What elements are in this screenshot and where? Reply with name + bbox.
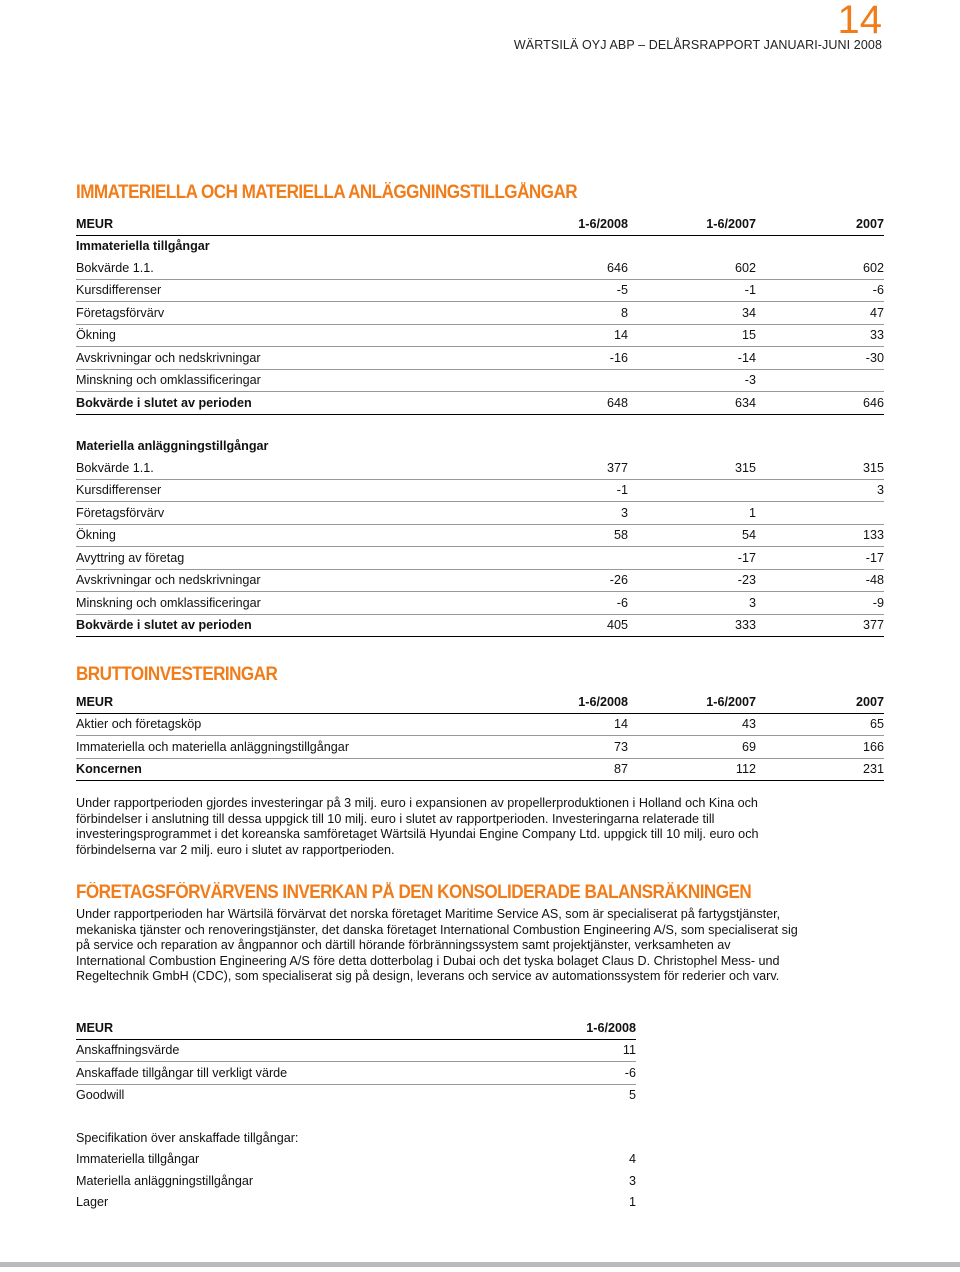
row-value: -26 bbox=[506, 569, 628, 592]
row-value: 14 bbox=[506, 324, 628, 347]
row-value: -48 bbox=[756, 569, 884, 592]
spec-title: Specifikation över anskaffade tillgångar: bbox=[76, 1130, 299, 1145]
row-value: 65 bbox=[756, 713, 884, 736]
group-title-row bbox=[76, 436, 884, 458]
acquisition-table bbox=[76, 1017, 636, 1213]
table-row bbox=[76, 369, 884, 392]
paragraph-line: mekaniska tjänster och renoveringstjänster, det danska företaget International Combustion Engineering A/S, som specialiserat sig bbox=[76, 922, 798, 937]
table-row bbox=[76, 479, 884, 502]
total-cell: 634 bbox=[628, 392, 756, 415]
row-value: 73 bbox=[506, 736, 628, 759]
group-title: Materiella anläggningstillgångar bbox=[76, 439, 269, 454]
table-row bbox=[76, 1062, 636, 1085]
row-value bbox=[506, 369, 628, 392]
row-value: 8 bbox=[506, 302, 628, 325]
table-row bbox=[76, 347, 884, 370]
row-label: Lager bbox=[76, 1195, 109, 1210]
row-value bbox=[756, 502, 884, 525]
total-cell: 377 bbox=[756, 614, 884, 637]
row-value: -6 bbox=[756, 279, 884, 302]
header-cell: 1-6/2008 bbox=[506, 1017, 636, 1039]
row-value: 315 bbox=[628, 457, 756, 479]
header-cell: 1-6/2008 bbox=[506, 691, 628, 713]
paragraph-line: på service och reparation av ångpannor och därtill hörande förbränningssystem samt projektjänster, verksamheten av bbox=[76, 938, 731, 953]
row-value: 1 bbox=[628, 502, 756, 525]
table-header-row bbox=[76, 691, 884, 713]
row-value: 3 bbox=[756, 479, 884, 502]
row-value: 133 bbox=[756, 524, 884, 547]
row-value: 602 bbox=[628, 257, 756, 279]
paragraph-line: Under rapportperioden gjordes investeringar på 3 milj. euro i expansionen av propellerproduktionen i Holland och Kina och bbox=[76, 796, 758, 810]
paragraph-line: Under rapportperioden har Wärtsilä förvärvat det norska företaget Maritime Service AS, som är specialiserat på fartygstjänster, bbox=[76, 907, 781, 921]
row-value: 58 bbox=[506, 524, 628, 547]
header-cell: 1-6/2008 bbox=[506, 213, 628, 235]
row-label: Minskning och omklassificeringar bbox=[76, 369, 506, 392]
row-label: Avskrivningar och nedskrivningar bbox=[76, 347, 506, 370]
row-value: -30 bbox=[756, 347, 884, 370]
row-label: Företagsförvärv bbox=[76, 302, 506, 325]
row-value: -1 bbox=[628, 279, 756, 302]
header-cell: 1-6/2007 bbox=[628, 213, 756, 235]
footer-bar bbox=[0, 1262, 960, 1267]
row-label: Avskrivningar och nedskrivningar bbox=[76, 569, 506, 592]
investments-paragraph bbox=[76, 796, 846, 858]
row-label: Anskaffningsvärde bbox=[76, 1039, 506, 1062]
row-label: Anskaffade tillgångar till verkligt värde bbox=[76, 1062, 506, 1085]
row-label: Minskning och omklassificeringar bbox=[76, 592, 506, 615]
row-label: Ökning bbox=[76, 524, 506, 547]
row-label: Aktier och företagsköp bbox=[76, 713, 506, 736]
paragraph-line: Regeltechnik GmbH (CDC), som specialiserat sig på design, leverans och service av automationssystem för rederier och varv. bbox=[76, 969, 780, 984]
row-value: -23 bbox=[628, 569, 756, 592]
row-value: -1 bbox=[506, 479, 628, 502]
row-value: 54 bbox=[628, 524, 756, 547]
row-label: Företagsförvärv bbox=[76, 502, 506, 525]
acquisitions-paragraph bbox=[76, 907, 846, 985]
table-row bbox=[76, 1192, 636, 1214]
goodwill-row bbox=[76, 1084, 636, 1106]
table-row bbox=[76, 713, 884, 736]
table-header-row bbox=[76, 1017, 636, 1039]
row-label: Bokvärde 1.1. bbox=[76, 457, 506, 479]
investments-table bbox=[76, 691, 884, 781]
total-cell: 646 bbox=[756, 392, 884, 415]
row-value: 3 bbox=[628, 1173, 636, 1188]
total-cell: 648 bbox=[506, 392, 628, 415]
total-cell: 405 bbox=[506, 614, 628, 637]
header-cell: 1-6/2007 bbox=[628, 691, 756, 713]
table-row bbox=[76, 1039, 636, 1062]
group-title: Immateriella tillgångar bbox=[76, 239, 210, 254]
table-row bbox=[76, 457, 884, 479]
table-row bbox=[76, 524, 884, 547]
total-cell: 333 bbox=[628, 614, 756, 637]
table-row bbox=[76, 736, 884, 759]
row-value: 166 bbox=[756, 736, 884, 759]
row-label: Bokvärde 1.1. bbox=[76, 257, 506, 279]
row-value: 1 bbox=[628, 1195, 636, 1210]
table-row bbox=[76, 257, 884, 279]
row-label: Kursdifferenser bbox=[76, 479, 506, 502]
assets-table bbox=[76, 213, 884, 637]
total-row bbox=[76, 758, 884, 781]
row-value: 14 bbox=[506, 713, 628, 736]
paragraph-line: investeringsprogrammet i det koreanska samföretaget Wärtsilä Hyundai Engine Company Ltd. uppgick till 10 milj. euro och bbox=[76, 827, 759, 842]
header-cell: MEUR bbox=[76, 213, 506, 235]
row-label: Immateriella och materiella anläggningstillgångar bbox=[76, 736, 506, 759]
row-value: -16 bbox=[506, 347, 628, 370]
row-value: -5 bbox=[506, 279, 628, 302]
row-value: 43 bbox=[628, 713, 756, 736]
row-label: Ökning bbox=[76, 324, 506, 347]
goodwill-label: Goodwill bbox=[76, 1088, 125, 1103]
goodwill-value: 5 bbox=[628, 1088, 636, 1103]
paragraph-line: förbindelser i anslutning till dessa uppgick till 10 milj. euro i slutet av rapportperioden. Investeringarna relaterade till bbox=[76, 811, 715, 826]
header-cell: MEUR bbox=[76, 691, 506, 713]
table-row bbox=[76, 1170, 636, 1192]
table-row bbox=[76, 502, 884, 525]
table-row bbox=[76, 302, 884, 325]
report-header: WÄRTSILÄ OYJ ABP – DELÅRSRAPPORT JANUARI-JUNI 2008 bbox=[513, 38, 882, 52]
total-cell: 87 bbox=[506, 758, 628, 781]
total-label: Koncernen bbox=[76, 758, 506, 781]
page-number: 14 bbox=[837, 0, 882, 42]
total-label: Bokvärde i slutet av perioden bbox=[76, 614, 506, 637]
group-title-row bbox=[76, 235, 884, 257]
row-value: -14 bbox=[628, 347, 756, 370]
row-value: -17 bbox=[628, 547, 756, 570]
section-title-investments: BRUTTOINVESTERINGAR bbox=[76, 664, 278, 685]
total-cell: 112 bbox=[628, 758, 756, 781]
row-value bbox=[756, 369, 884, 392]
row-value: -9 bbox=[756, 592, 884, 615]
row-value: -6 bbox=[506, 592, 628, 615]
table-row bbox=[76, 324, 884, 347]
header-cell: 2007 bbox=[756, 691, 884, 713]
row-value: 34 bbox=[628, 302, 756, 325]
row-value: -6 bbox=[506, 1062, 636, 1085]
row-value: 3 bbox=[506, 502, 628, 525]
row-value: 602 bbox=[756, 257, 884, 279]
paragraph-line: International Combustion Engineering A/S före detta dotterbolag i Dubai och det tyska bolaget Claus D. Christophel Mess- und bbox=[76, 953, 780, 968]
section-title-assets: IMMATERIELLA OCH MATERIELLA ANLÄGGNINGSTILLGÅNGAR bbox=[76, 182, 578, 203]
row-value: 69 bbox=[628, 736, 756, 759]
table-row bbox=[76, 592, 884, 615]
row-label: Kursdifferenser bbox=[76, 279, 506, 302]
spec-title-row bbox=[76, 1127, 636, 1149]
row-label: Materiella anläggningstillgångar bbox=[76, 1173, 254, 1188]
total-label: Bokvärde i slutet av perioden bbox=[76, 392, 506, 415]
row-value: 33 bbox=[756, 324, 884, 347]
paragraph-line: förbindelserna var 2 milj. euro i slutet av rapportperioden. bbox=[76, 842, 395, 857]
row-value: 47 bbox=[756, 302, 884, 325]
table-header-row bbox=[76, 213, 884, 235]
row-value: 4 bbox=[628, 1152, 636, 1167]
header-cell: MEUR bbox=[76, 1017, 506, 1039]
row-label: Immateriella tillgångar bbox=[76, 1152, 200, 1167]
row-label: Avyttring av företag bbox=[76, 547, 506, 570]
total-cell: 231 bbox=[756, 758, 884, 781]
row-value: 15 bbox=[628, 324, 756, 347]
total-row bbox=[76, 614, 884, 637]
table-row bbox=[76, 569, 884, 592]
row-value: 3 bbox=[628, 592, 756, 615]
header-cell: 2007 bbox=[756, 213, 884, 235]
row-value bbox=[628, 479, 756, 502]
row-value: 646 bbox=[506, 257, 628, 279]
row-value: 377 bbox=[506, 457, 628, 479]
row-value: -3 bbox=[628, 369, 756, 392]
row-value: 315 bbox=[756, 457, 884, 479]
row-value: 11 bbox=[506, 1039, 636, 1062]
section-title-acquisitions: FÖRETAGSFÖRVÄRVENS INVERKAN PÅ DEN KONSOLIDERADE BALANSRÄKNINGEN bbox=[76, 882, 752, 903]
total-row bbox=[76, 392, 884, 415]
table-row bbox=[76, 547, 884, 570]
row-value bbox=[506, 547, 628, 570]
table-row bbox=[76, 279, 884, 302]
row-value: -17 bbox=[756, 547, 884, 570]
table-row bbox=[76, 1149, 636, 1171]
